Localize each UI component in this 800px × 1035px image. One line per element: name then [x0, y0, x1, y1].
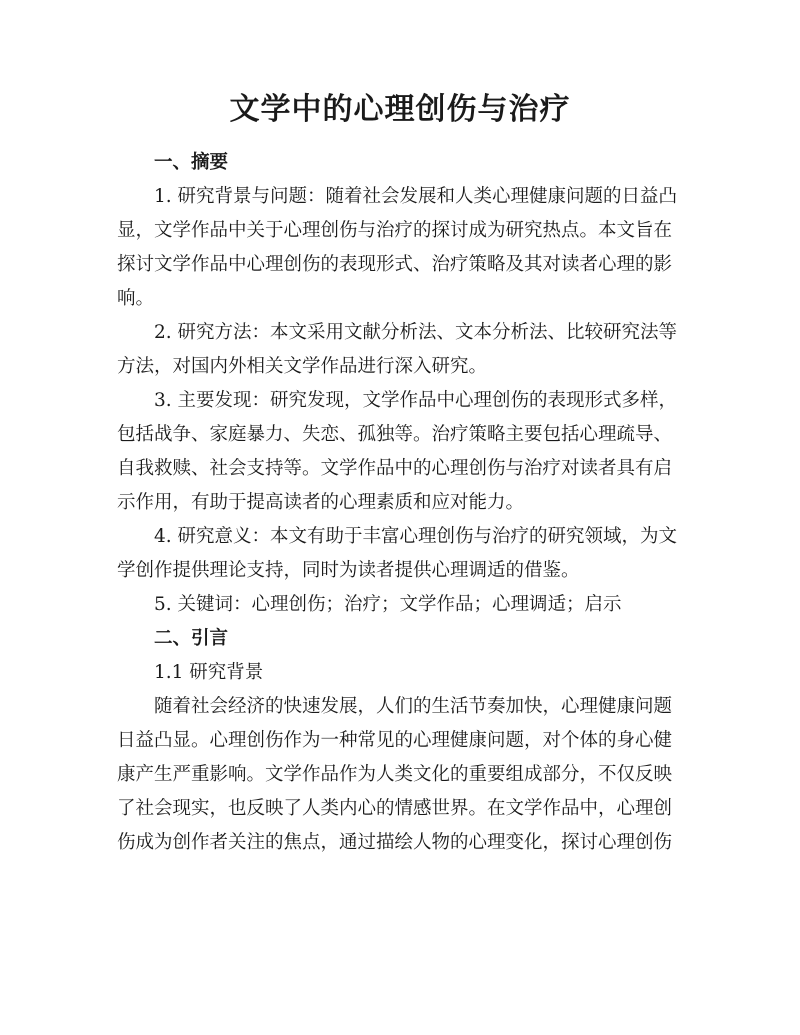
paragraph-line: 随着社会经济的快速发展，人们的生活节奏加快，心理健康问题: [154, 696, 673, 717]
paragraph-line: 响。: [117, 288, 155, 309]
paragraph-line: 包括战争、家庭暴力、失恋、孤独等。治疗策略主要包括心理疏导、: [117, 424, 673, 445]
paragraph-line: 3. 主要发现：研究发现，文学作品中心理创伤的表现形式多样，: [154, 390, 678, 411]
paragraph-line: 显，文学作品中关于心理创伤与治疗的探讨成为研究热点。本文旨在: [117, 220, 673, 241]
section-heading-abstract: 一、摘要: [154, 152, 229, 173]
keywords-line: 5. 关键词：心理创伤；治疗；文学作品；心理调适；启示: [154, 594, 622, 615]
paragraph-line: 自我救赎、社会支持等。文学作品中的心理创伤与治疗对读者具有启: [117, 458, 673, 479]
paragraph-line: 1. 研究背景与问题：随着社会发展和人类心理健康问题的日益凸: [154, 186, 678, 207]
section-heading-introduction: 二、引言: [154, 628, 229, 649]
paragraph-line: 4. 研究意义：本文有助于丰富心理创伤与治疗的研究领域，为文: [154, 526, 678, 547]
paragraph-line: 2. 研究方法：本文采用文献分析法、文本分析法、比较研究法等: [154, 322, 678, 343]
paragraph-line: 示作用，有助于提高读者的心理素质和应对能力。: [117, 492, 525, 513]
paragraph-line: 了社会现实，也反映了人类内心的情感世界。在文学作品中，心理创: [117, 798, 673, 819]
paragraph-line: 伤成为创作者关注的焦点，通过描绘人物的心理变化，探讨心理创伤: [117, 832, 673, 853]
paragraph-line: 方法，对国内外相关文学作品进行深入研究。: [117, 356, 488, 377]
paragraph-line: 探讨文学作品中心理创伤的表现形式、治疗策略及其对读者心理的影: [117, 254, 673, 275]
paragraph-line: 康产生严重影响。文学作品作为人类文化的重要组成部分，不仅反映: [117, 764, 673, 785]
paragraph-line: 日益凸显。心理创伤作为一种常见的心理健康问题，对个体的身心健: [117, 730, 673, 751]
document-title: 文学中的心理创伤与治疗: [229, 92, 571, 127]
document-body: [117, 146, 683, 860]
paragraph-line: 学创作提供理论支持，同时为读者提供心理调适的借鉴。: [117, 560, 580, 581]
subsection-heading-background: 1.1 研究背景: [154, 662, 264, 683]
